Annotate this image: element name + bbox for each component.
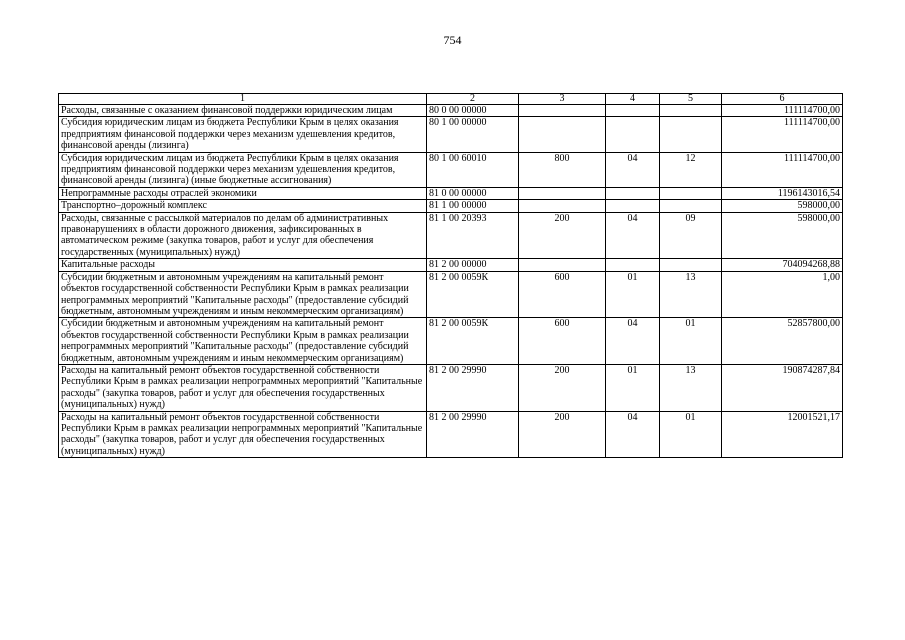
row-section-cell: 04 [606, 152, 660, 187]
header-cell-3: 3 [519, 94, 606, 105]
row-expense-type-cell: 800 [519, 152, 606, 187]
row-subsection-cell [660, 187, 722, 199]
row-code-cell: 81 2 00 0059К [427, 318, 519, 365]
table-row [59, 259, 843, 271]
row-expense-type-cell [519, 187, 606, 199]
table-row [59, 271, 843, 318]
row-subsection-cell: 12 [660, 152, 722, 187]
row-name-cell: Субсидии бюджетным и автономным учреждениям на капитальный ремонт объектов государственной собственности Республики Крым в рамках реализации непрограммных мероприятий "Капитальные расходы" (предоставление субсидий бюджетным, автономным учреждениям и иным некоммерческим организациям) [59, 271, 427, 318]
table-row [59, 187, 843, 199]
table-row [59, 117, 843, 152]
row-code-cell: 80 1 00 60010 [427, 152, 519, 187]
row-amount-cell: 111114700,00 [722, 152, 843, 187]
row-name-cell: Расходы, связанные с оказанием финансовой поддержки юридическим лицам [59, 105, 427, 117]
row-name-cell: Субсидия юридическим лицам из бюджета Республики Крым в целях оказания предприятиям финансовой поддержки через механизм удешевления кредитов, финансовой аренды (лизинга) (иные бюджетные ассигнования) [59, 152, 427, 187]
row-name-cell: Транспортно–дорожный комплекс [59, 200, 427, 212]
row-subsection-cell [660, 259, 722, 271]
row-name-cell: Субсидии бюджетным и автономным учреждениям на капитальный ремонт объектов государственной собственности Республики Крым в рамках реализации непрограммных мероприятий "Капитальные расходы" (предоставление субсидий бюджетным, автономным учреждениям и иным некоммерческим организациям) [59, 318, 427, 365]
row-code-cell: 81 2 00 0059К [427, 271, 519, 318]
header-cell-5: 5 [660, 94, 722, 105]
table-body [59, 105, 843, 458]
row-amount-cell: 704094268,88 [722, 259, 843, 271]
row-expense-type-cell: 200 [519, 364, 606, 411]
table-row [59, 411, 843, 458]
row-subsection-cell: 13 [660, 364, 722, 411]
row-amount-cell: 1,00 [722, 271, 843, 318]
row-code-cell: 81 2 00 29990 [427, 411, 519, 458]
row-section-cell: 01 [606, 271, 660, 318]
page-number: 754 [443, 33, 462, 47]
row-name-cell: Расходы на капитальный ремонт объектов государственной собственности Республики Крым в рамках реализации непрограммных мероприятий "Капитальные расходы" (закупка товаров, работ и услуг для обеспечения государственных (муниципальных) нужд) [59, 411, 427, 458]
table-row [59, 200, 843, 212]
row-amount-cell: 598000,00 [722, 200, 843, 212]
row-expense-type-cell: 600 [519, 271, 606, 318]
table-row [59, 152, 843, 187]
row-subsection-cell: 13 [660, 271, 722, 318]
row-section-cell [606, 117, 660, 152]
header-cell-2: 2 [427, 94, 519, 105]
row-section-cell [606, 259, 660, 271]
header-cell-6: 6 [722, 94, 843, 105]
row-expense-type-cell [519, 200, 606, 212]
row-subsection-cell [660, 105, 722, 117]
table-row [59, 105, 843, 117]
row-expense-type-cell: 200 [519, 212, 606, 259]
row-section-cell [606, 200, 660, 212]
row-name-cell: Капитальные расходы [59, 259, 427, 271]
budget-table [58, 93, 843, 458]
row-subsection-cell: 01 [660, 318, 722, 365]
table-row [59, 364, 843, 411]
row-section-cell [606, 187, 660, 199]
row-amount-cell: 111114700,00 [722, 117, 843, 152]
row-code-cell: 81 1 00 00000 [427, 200, 519, 212]
header-cell-4: 4 [606, 94, 660, 105]
row-expense-type-cell: 200 [519, 411, 606, 458]
row-expense-type-cell [519, 259, 606, 271]
row-name-cell: Расходы, связанные с рассылкой материалов по делам об административных правонарушениях в области дорожного движения, зафиксированных в автоматическом режиме (закупка товаров, работ и услуг для обеспечения государственных (муниципальных) нужд) [59, 212, 427, 259]
row-amount-cell: 12001521,17 [722, 411, 843, 458]
row-code-cell: 81 0 00 00000 [427, 187, 519, 199]
row-section-cell [606, 105, 660, 117]
row-code-cell: 81 2 00 29990 [427, 364, 519, 411]
row-section-cell: 01 [606, 364, 660, 411]
row-subsection-cell [660, 117, 722, 152]
row-code-cell: 80 0 00 00000 [427, 105, 519, 117]
row-subsection-cell [660, 200, 722, 212]
row-amount-cell: 1196143016,54 [722, 187, 843, 199]
row-amount-cell: 598000,00 [722, 212, 843, 259]
table-row [59, 212, 843, 259]
row-expense-type-cell: 600 [519, 318, 606, 365]
row-amount-cell: 190874287,84 [722, 364, 843, 411]
header-cell-1: 1 [59, 94, 427, 105]
header-row [59, 94, 843, 105]
row-name-cell: Субсидия юридическим лицам из бюджета Республики Крым в целях оказания предприятиям финансовой поддержки через механизм удешевления кредитов, финансовой аренды (лизинга) [59, 117, 427, 152]
row-expense-type-cell [519, 117, 606, 152]
row-amount-cell: 52857800,00 [722, 318, 843, 365]
row-expense-type-cell [519, 105, 606, 117]
row-name-cell: Расходы на капитальный ремонт объектов государственной собственности Республики Крым в рамках реализации непрограммных мероприятий "Капитальные расходы" (закупка товаров, работ и услуг для обеспечения государственных (муниципальных) нужд) [59, 364, 427, 411]
row-name-cell: Непрограммные расходы отраслей экономики [59, 187, 427, 199]
row-code-cell: 80 1 00 00000 [427, 117, 519, 152]
row-subsection-cell: 01 [660, 411, 722, 458]
row-subsection-cell: 09 [660, 212, 722, 259]
row-section-cell: 04 [606, 318, 660, 365]
row-code-cell: 81 1 00 20393 [427, 212, 519, 259]
row-amount-cell: 111114700,00 [722, 105, 843, 117]
row-section-cell: 04 [606, 411, 660, 458]
row-code-cell: 81 2 00 00000 [427, 259, 519, 271]
table-row [59, 318, 843, 365]
row-section-cell: 04 [606, 212, 660, 259]
